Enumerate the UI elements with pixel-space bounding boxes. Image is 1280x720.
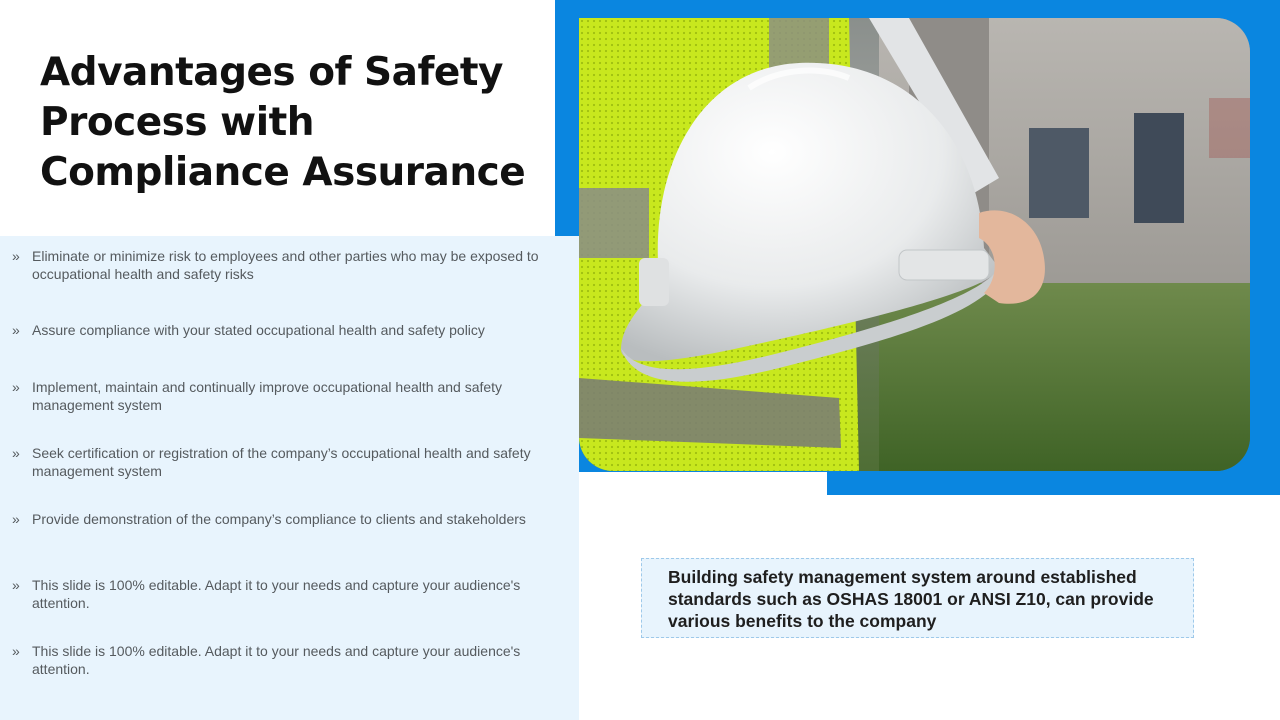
bullet-marker: »	[12, 643, 20, 659]
bullet-item	[12, 510, 552, 528]
bullet-text: This slide is 100% editable. Adapt it to your needs and capture your audience's attention.	[32, 577, 521, 611]
callout-text: Building safety management system around established standards such as OSHAS 18001 or ANSI Z10, can provide various benefits to the company	[668, 567, 1154, 631]
bullet-item	[12, 321, 552, 339]
bullet-text: Seek certification or registration of the company’s occupational health and safety management system	[32, 445, 531, 479]
bullet-marker: »	[12, 577, 20, 593]
bullet-panel	[0, 236, 579, 720]
bullet-item	[12, 378, 552, 414]
bullet-item	[12, 247, 552, 283]
bullet-marker: »	[12, 379, 20, 395]
hard-hat-photo-drawing	[579, 18, 1250, 471]
slide-title: Advantages of Safety Process with Compliance Assurance	[40, 50, 526, 195]
bullet-item	[12, 642, 552, 678]
bullet-marker: »	[12, 511, 20, 527]
bullet-text: This slide is 100% editable. Adapt it to your needs and capture your audience's attention.	[32, 643, 521, 677]
bullet-text: Provide demonstration of the company’s compliance to clients and stakeholders	[32, 511, 526, 527]
hard-hat-photo	[579, 18, 1250, 471]
bullet-text: Eliminate or minimize risk to employees and other parties who may be exposed to occupational health and safety risks	[32, 248, 539, 282]
bullet-text: Implement, maintain and continually improve occupational health and safety management system	[32, 379, 503, 413]
callout-box	[641, 558, 1194, 638]
bullet-item	[12, 576, 552, 612]
bullet-marker: »	[12, 445, 20, 461]
bullet-marker: »	[12, 322, 20, 338]
bullet-text: Assure compliance with your stated occupational health and safety policy	[32, 322, 485, 338]
bullet-item	[12, 444, 552, 480]
title-area	[0, 0, 555, 236]
bullet-marker: »	[12, 248, 20, 264]
frame-notch	[555, 472, 827, 502]
